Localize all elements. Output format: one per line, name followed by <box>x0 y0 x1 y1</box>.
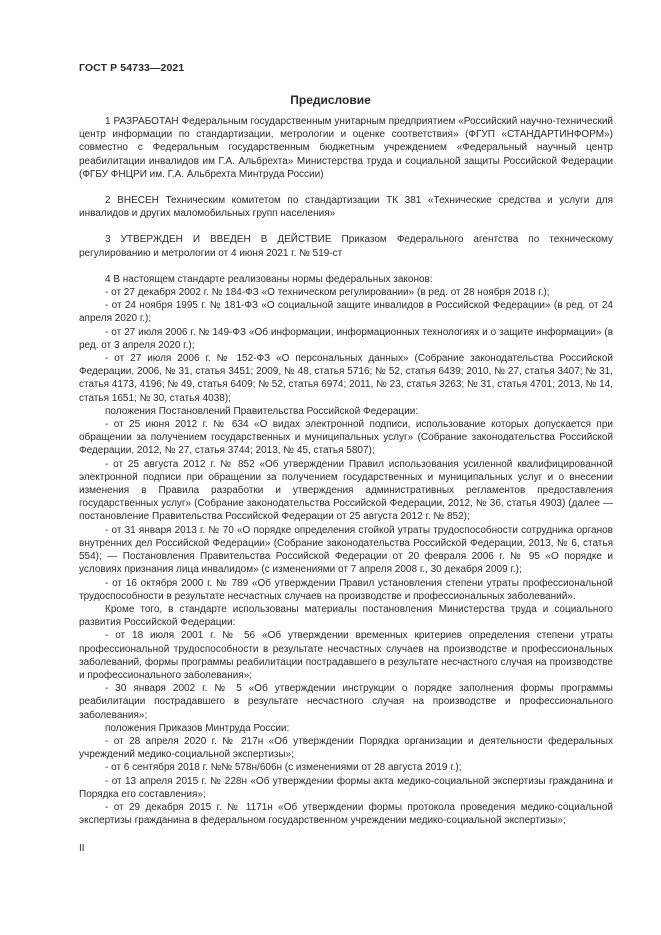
list-item: - от 28 апреля 2020 г. № 217н «Об утверждении Порядка организации и деятельности федеральных учреждений медико-социальной экспертизы»; <box>79 735 613 761</box>
section-title: Предисловие <box>290 93 371 107</box>
list-item: - от 18 июля 2001 г. № 56 «Об утверждении временных критериев определения степени утраты профессиональной трудоспособности в результате несчастных случаев на производстве и профессиональных заболеваний, формы программы реабилитации пострадавшего в результате несчастного случая на производстве и профессионального заболевания»; <box>79 630 613 681</box>
list-item: - от 27 июля 2006 г. № 149-ФЗ «Об информации, информационных технологиях и о защите информации» (в ред. от 3 апреля 2020 г.); <box>79 326 613 351</box>
preface-body <box>79 115 613 827</box>
paragraph-ministry-orders: положения Приказов Минтруда России: <box>105 722 290 734</box>
page-number: II <box>79 843 85 854</box>
paragraph-introduced: 2 ВНЕСЕН Техническим комитетом по стандартизации ТК 381 «Технические средства и услуги для инвалидов и других маломобильных групп населения» <box>79 195 613 220</box>
list-item: - от 24 ноября 1995 г. № 181-ФЗ «О социальной защите инвалидов в Российской Федерации» (в ред. от 24 апреля 2020 г.); <box>79 300 613 325</box>
list-item: - от 27 декабря 2002 г. № 184-ФЗ «О техническом регулировании» (в ред. от 28 ноября 2018 г.); <box>105 287 550 299</box>
list-item: - от 29 декабря 2015 г. № 1171н «Об утверждении формы протокола проведения медико-социальной экспертизы гражданина в федеральном государственном учреждении медико-социальной экспертизы»; <box>79 801 613 827</box>
list-item: - от 6 сентября 2018 г. №№ 578н/606н (с изменениями от 28 августа 2019 г.); <box>105 762 462 774</box>
paragraph-laws-intro: 4 В настоящем стандарте реализованы нормы федеральных законов: <box>105 273 433 285</box>
paragraph-ministry-materials: Кроме того, в стандарте использованы материалы постановления Министерства труда и социального развития Российской Федерации: <box>79 603 613 629</box>
list-item: - от 25 июня 2012 г. № 634 «О видах электронной подписи, использование которых допускается при обращении за получением государственных и муниципальных услуг» (Собрание законодательства Российской Федерации, 2012, № 27, статья 3744; 2013, № 45, статья 5807); <box>79 419 613 457</box>
list-item: - 30 января 2002 г. № 5 «Об утверждении инструкции о порядке заполнения формы программы реабилитации пострадавшего в результате несчастного случая на производстве и профессионального заболевания»; <box>79 683 613 721</box>
paragraph-government-resolutions: положения Постановлений Правительства Российской Федерации: <box>105 405 419 417</box>
list-item: - от 27 июля 2006 г. № 152-ФЗ «О персональных данных» (Собрание законодательства Российской Федерации, 2006, № 31, статья 3451; 2009, № 48, статья 5716; № 52, статья 6439; 2010, № 27, статья 3407; № 31, статья 4173, 4196; № 49, статья 6409; № 52, статья 6974; 2011, № 23, статья 3263; № 31, статья 4701; 2013, № 14, статья 1651; № 30, статья 4038); <box>79 353 613 404</box>
list-item: - от 31 января 2013 г. № 70 «О порядке определения стойкой утраты трудоспособности сотрудника органов внутренних дел Российской Федерации» (Собрание законодательства Российской Федерации, 2013, № 6, статья 554); — Постановления Правительства Российской Федерации от 20 февраля 2006 г. № 95 «О порядке и условиях признания лица инвалидом» (с изменениями от 7 апреля 2008 г., 30 декабря 2009 г.); <box>79 524 613 576</box>
paragraph-approved: 3 УТВЕРЖДЕН И ВВЕДЕН В ДЕЙСТВИЕ Приказом Федерального агентства по техническому регулированию и метрологии от 4 июня 2021 г. № 519-ст <box>79 234 613 259</box>
list-item: - от 25 августа 2012 г. № 852 «Об утверждении Правил использования усиленной квалифицированной электронной подписи при обращении за получением государственных и муниципальных услуг и о внесении изменения в Правила разработки и утверждения административных регламентов предоставления государственных услуг» (Собрание законодательства Российской Федерации, 2012, № 36, статья 4903) (далее — постановление Правительства Российской Федерации от 25 августа 2012 г. № 852); <box>79 458 613 523</box>
document-header: ГОСТ Р 54733—2021 <box>79 62 185 74</box>
paragraph-developed: 1 РАЗРАБОТАН Федеральным государственным унитарным предприятием «Российский научно-технический центр информации по стандартизации, метрологии и оценке соответствия» (ФГУП «СТАНДАРТИНФОРМ») совместно с Федеральным государственным бюджетным учреждением «Федеральный научный центр реабилитации инвалидов им Г.А. Альбрехта» Министерства труда и социальной защиты Российской Федерации (ФГБУ ФНЦРИ им. Г.А. Альбрехта Минтруда России) <box>79 116 613 180</box>
list-item: - от 16 октября 2000 г. № 789 «Об утверждении Правил установления степени утраты профессиональной трудоспособности в результате несчастных случаев на производстве и профессиональных заболеваний». <box>79 577 613 602</box>
list-item: - от 13 апреля 2015 г. № 228н «Об утверждении формы акта медико-социальной экспертизы гражданина и Порядка его составления»; <box>79 775 613 800</box>
